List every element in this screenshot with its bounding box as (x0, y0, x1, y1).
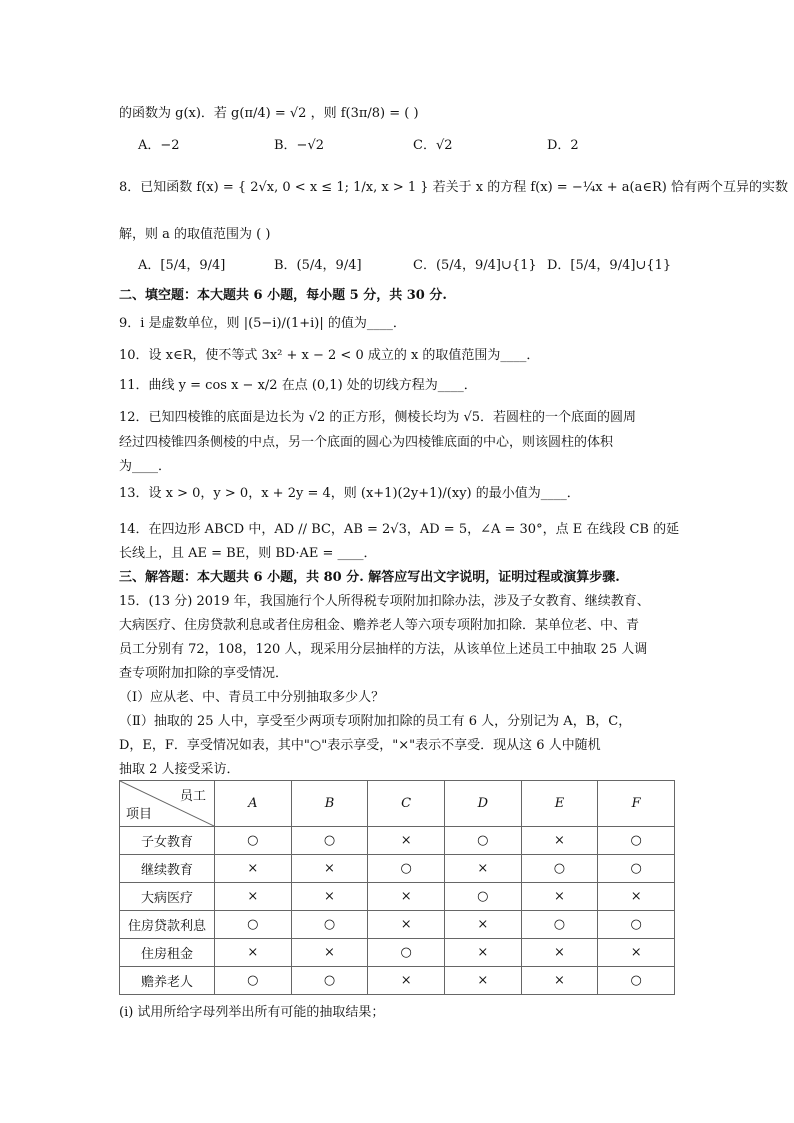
q12-line-3: 为____． (119, 459, 172, 474)
q13: 13．设 x > 0，y > 0，x + 2y = 4，则 (x+1)(2y+1)/(xy) 的最小值为____． (119, 486, 580, 501)
q14-line-1: 14．在四边形 ABCD 中，AD // BC，AB = 2√3，AD = 5，∠A = 30°，点 E 在线段 CB 的延 (119, 522, 680, 537)
q9: 9．i 是虚数单位，则 |(5−i)/(1+i)| 的值为____． (119, 316, 406, 331)
mark-cell: × (598, 883, 675, 911)
mark-cell: ○ (598, 911, 675, 939)
q15-line-1: 15．(13 分) 2019 年，我国施行个人所得税专项附加扣除办法，涉及子女教育、继续教育、 (119, 594, 650, 609)
mark-cell: ○ (598, 827, 675, 855)
mark-cell: ○ (598, 967, 675, 995)
mark-cell: × (368, 967, 445, 995)
q8-stem: 8．已知函数 f(x) = { 2√x, 0 < x ≤ 1; 1/x, x > 1 } 若关于 x 的方程 f(x) = −¼x + a(a∈R) 恰有两个互异的实数 (119, 180, 788, 195)
q8-option-a: A．[5/4，9/4] (138, 258, 226, 273)
q7-option-a: A．−2 (138, 138, 180, 153)
table-header-row (120, 781, 675, 827)
mark-cell: ○ (444, 883, 521, 911)
column-header: F (598, 781, 675, 827)
mark-cell: ○ (215, 911, 292, 939)
mark-cell: × (291, 939, 368, 967)
mark-cell: × (444, 967, 521, 995)
column-header: D (444, 781, 521, 827)
mark-cell: ○ (215, 967, 292, 995)
mark-cell: × (444, 939, 521, 967)
column-header: B (291, 781, 368, 827)
mark-cell: × (444, 911, 521, 939)
q7-option-b: B．−√2 (274, 138, 325, 153)
q7-option-d: D．2 (547, 138, 579, 153)
table-corner-cell (120, 781, 215, 827)
column-header: E (521, 781, 598, 827)
mark-cell: ○ (598, 855, 675, 883)
q15-part-2-line-2: D，E，F．享受情况如表，其中"○"表示享受，"×"表示不享受．现从这 6 人中随机 (119, 738, 601, 753)
corner-label-item: 项目 (126, 806, 153, 821)
mark-cell: ○ (521, 911, 598, 939)
table-row (120, 883, 675, 911)
mark-cell: × (521, 883, 598, 911)
mark-cell: ○ (215, 827, 292, 855)
mark-cell: × (444, 855, 521, 883)
mark-cell: × (215, 855, 292, 883)
section-3-heading: 三、解答题：本大题共 6 小题，共 80 分. 解答应写出文字说明，证明过程或演算步骤. (119, 570, 620, 585)
table-row (120, 855, 675, 883)
row-label: 大病医疗 (120, 883, 215, 911)
section-2-heading: 二、填空题：本大题共 6 小题，每小题 5 分，共 30 分. (119, 288, 447, 303)
mark-cell: ○ (444, 827, 521, 855)
table-row (120, 911, 675, 939)
mark-cell: ○ (291, 911, 368, 939)
q10: 10．设 x∈R，使不等式 3x² + x − 2 < 0 成立的 x 的取值范围为____． (119, 348, 540, 363)
q15-part-2-line-1: （Ⅱ）抽取的 25 人中，享受至少两项专项附加扣除的员工有 6 人，分别记为 A，B，C， (119, 714, 632, 729)
q15-line-2: 大病医疗、住房贷款利息或者住房租金、赡养老人等六项专项附加扣除．某单位老、中、青 (119, 618, 640, 633)
table-row (120, 939, 675, 967)
mark-cell: ○ (291, 967, 368, 995)
mark-cell: × (291, 855, 368, 883)
mark-cell: × (368, 883, 445, 911)
mark-cell: × (368, 911, 445, 939)
column-header: A (215, 781, 292, 827)
mark-cell: × (598, 939, 675, 967)
q7-stem: 的函数为 g(x)．若 g(π/4) = √2 ，则 f(3π/8) = ( ) (119, 106, 419, 121)
row-label: 子女教育 (120, 827, 215, 855)
row-label: 继续教育 (120, 855, 215, 883)
mark-cell: ○ (368, 939, 445, 967)
q12-line-2: 经过四棱锥四条侧棱的中点，另一个底面的圆心为四棱锥底面的中心，则该圆柱的体积 (119, 435, 614, 450)
mark-cell: ○ (368, 855, 445, 883)
mark-cell: ○ (521, 855, 598, 883)
column-header: C (368, 781, 445, 827)
row-label: 住房租金 (120, 939, 215, 967)
q15-line-3: 员工分别有 72，108，120 人，现采用分层抽样的方法，从该单位上述员工中抽取 25 人调 (119, 642, 648, 657)
mark-cell: × (291, 883, 368, 911)
mark-cell: × (215, 939, 292, 967)
mark-cell: × (368, 827, 445, 855)
deduction-table (119, 780, 675, 995)
q8-option-b: B．(5/4，9/4] (274, 258, 362, 273)
table-row (120, 967, 675, 995)
row-label: 赡养老人 (120, 967, 215, 995)
q7-option-c: C．√2 (413, 138, 453, 153)
q14-line-2: 长线上，且 AE = BE，则 BD·AE = ____． (119, 546, 377, 561)
table-row (120, 827, 675, 855)
mark-cell: ○ (291, 827, 368, 855)
mark-cell: × (215, 883, 292, 911)
corner-label-employee: 员工 (179, 788, 206, 803)
mark-cell: × (521, 967, 598, 995)
q11: 11．曲线 y = cos x − x/2 在点 (0,1) 处的切线方程为____． (119, 378, 477, 393)
q12-line-1: 12．已知四棱锥的底面是边长为 √2 的正方形，侧棱长均为 √5．若圆柱的一个底面的圆周 (119, 410, 637, 425)
mark-cell: × (521, 939, 598, 967)
q15-part-2-line-3: 抽取 2 人接受采访． (119, 762, 240, 777)
mark-cell: × (521, 827, 598, 855)
q15-line-4: 查专项附加扣除的享受情况． (119, 666, 289, 681)
q8-option-d: D．[5/4，9/4]∪{1} (547, 258, 672, 273)
row-label: 住房贷款利息 (120, 911, 215, 939)
q8-option-c: C．(5/4，9/4]∪{1} (413, 258, 537, 273)
q8-stem-cont: 解，则 a 的取值范围为 ( ) (119, 227, 271, 242)
q15-sub-i: (i) 试用所给字母列举出所有可能的抽取结果； (119, 1005, 385, 1020)
q15-part-1: （Ⅰ）应从老、中、青员工中分别抽取多少人？ (119, 690, 385, 705)
